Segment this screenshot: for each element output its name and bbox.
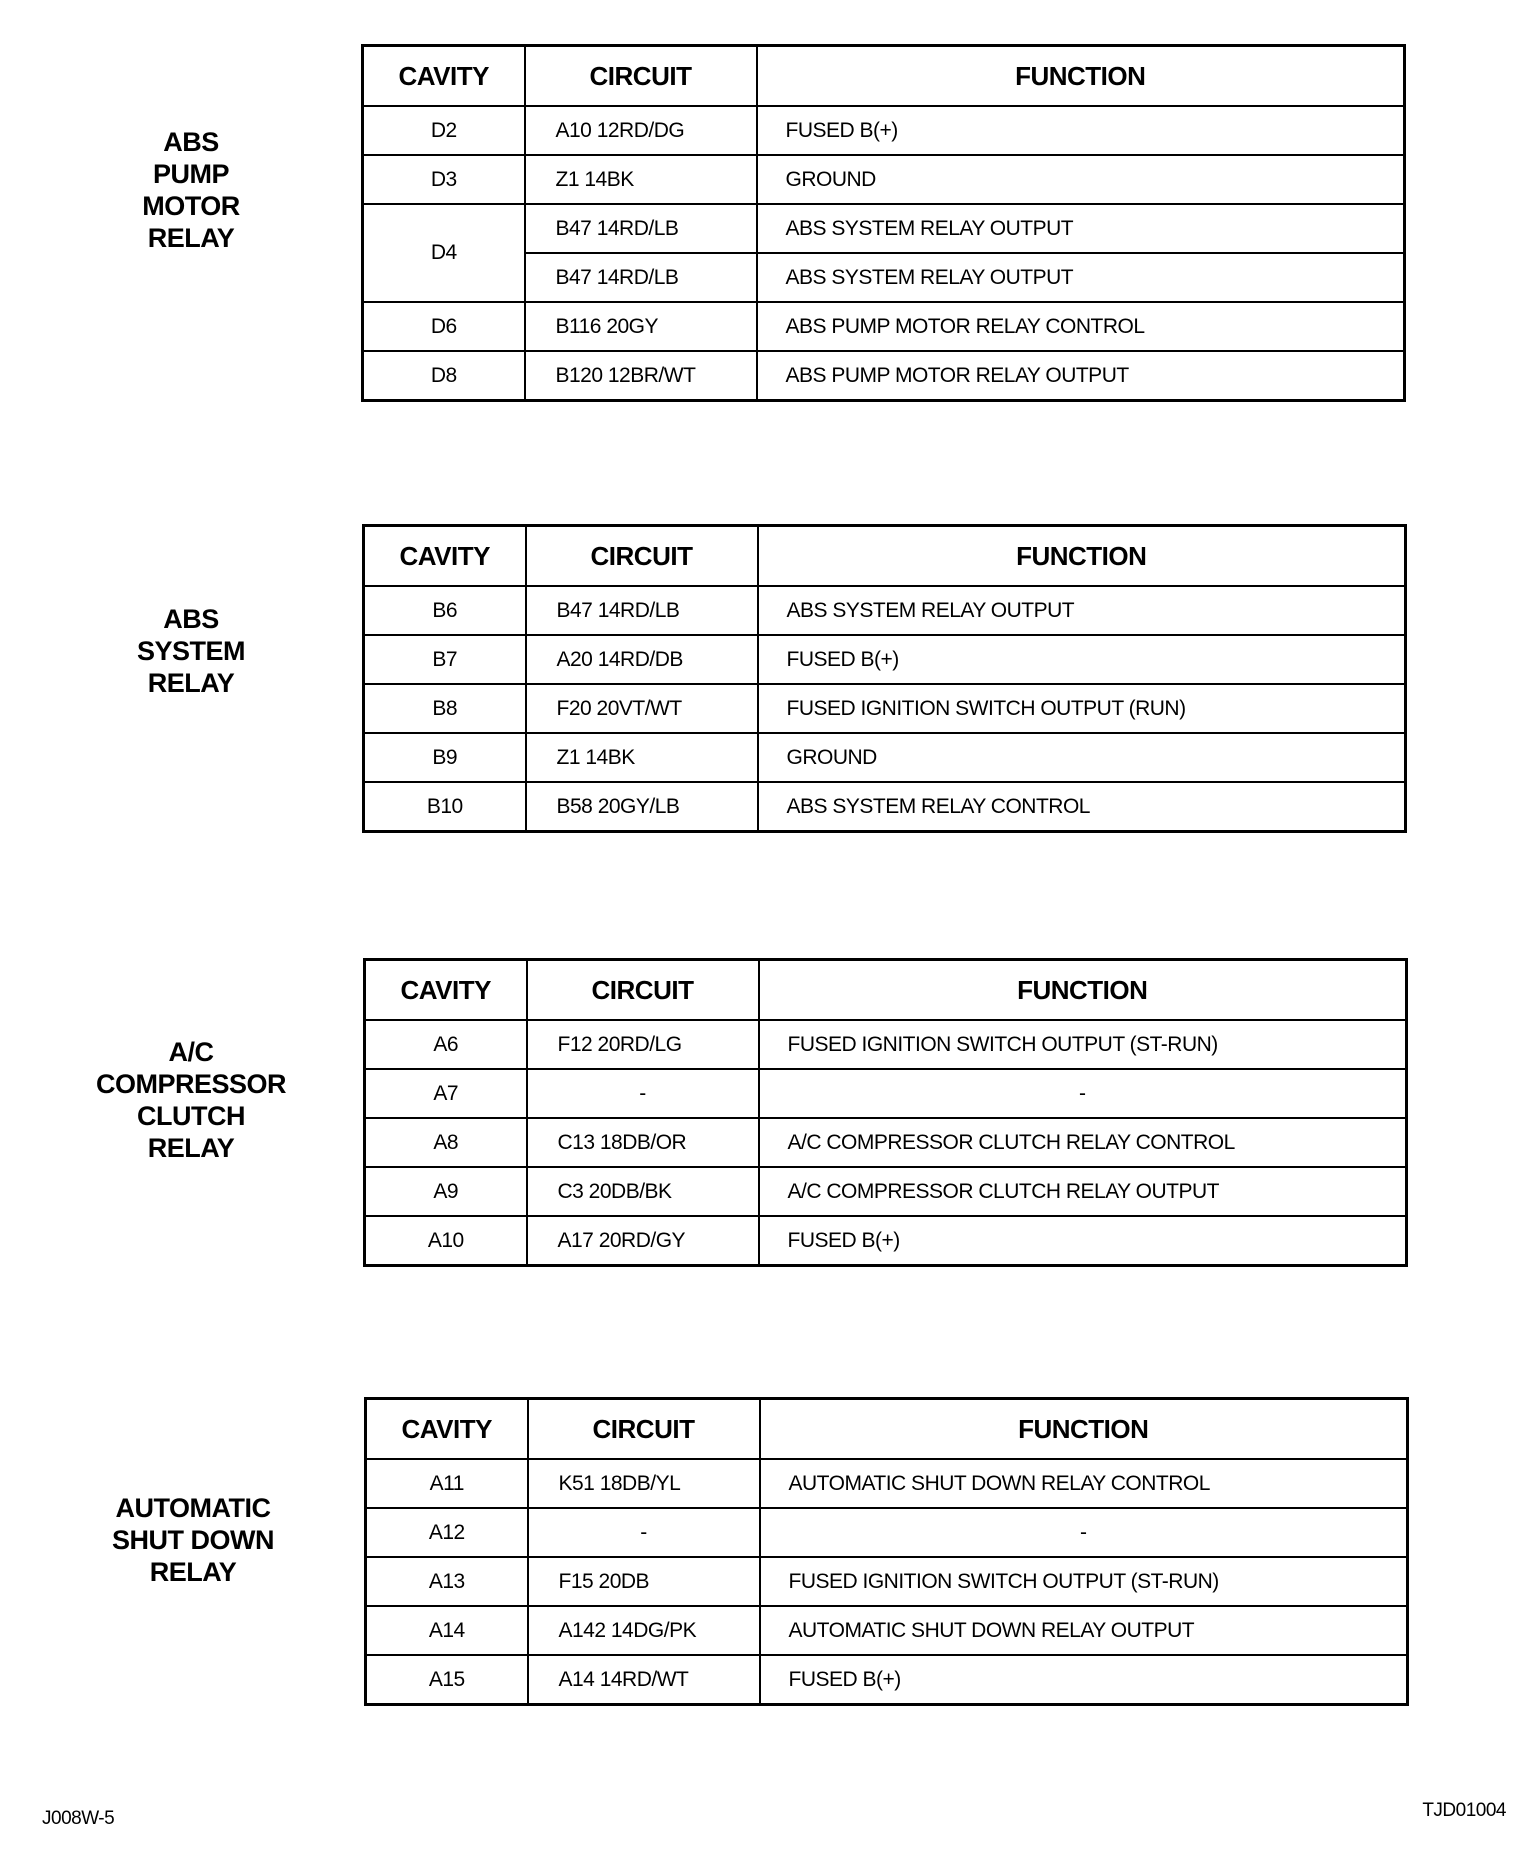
circuit-cell: B47 14RD/LB [525, 253, 757, 302]
circuit-cell: C3 20DB/BK [527, 1167, 759, 1216]
cavity-cell: B8 [364, 684, 526, 733]
function-cell: ABS PUMP MOTOR RELAY CONTROL [757, 302, 1405, 351]
table-header-row [366, 1399, 1408, 1460]
header-circuit: CIRCUIT [527, 960, 759, 1021]
section-label-abs-pump-motor-relay [86, 126, 296, 254]
section-label-line: ABS [163, 127, 219, 157]
section-label-line: PUMP [152, 159, 229, 189]
cavity-cell: A14 [366, 1606, 528, 1655]
function-cell: FUSED IGNITION SWITCH OUTPUT (ST-RUN) [760, 1557, 1408, 1606]
circuit-cell: Z1 14BK [526, 733, 758, 782]
table-row [366, 1557, 1408, 1606]
header-cavity: CAVITY [363, 46, 525, 107]
pinout-table-ac-compressor-clutch-relay [363, 958, 1408, 1267]
cavity-cell: A13 [366, 1557, 528, 1606]
header-circuit: CIRCUIT [525, 46, 757, 107]
function-cell: FUSED B(+) [760, 1655, 1408, 1705]
circuit-cell: - [527, 1069, 759, 1118]
cavity-cell: B6 [364, 586, 526, 635]
header-function: FUNCTION [760, 1399, 1408, 1460]
function-cell: ABS SYSTEM RELAY OUTPUT [757, 204, 1405, 253]
cavity-cell: A9 [365, 1167, 527, 1216]
cavity-cell: D6 [363, 302, 525, 351]
header-cavity: CAVITY [365, 960, 527, 1021]
function-cell: FUSED B(+) [758, 635, 1406, 684]
section-label-line: RELAY [147, 668, 235, 698]
circuit-cell: A17 20RD/GY [527, 1216, 759, 1266]
table-row [366, 1606, 1408, 1655]
section-label-line: A/C [168, 1037, 214, 1067]
section-label-line: SHUT DOWN [112, 1525, 274, 1555]
section-label-abs-system-relay [86, 603, 296, 699]
header-circuit: CIRCUIT [528, 1399, 760, 1460]
function-cell: - [759, 1069, 1407, 1118]
table-row [363, 302, 1405, 351]
function-cell: ABS SYSTEM RELAY OUTPUT [758, 586, 1406, 635]
section-label-automatic-shut-down-relay [88, 1492, 298, 1588]
table-header-row [364, 526, 1406, 587]
table-row [365, 1118, 1407, 1167]
section-label-line: RELAY [147, 223, 235, 253]
function-cell: A/C COMPRESSOR CLUTCH RELAY CONTROL [759, 1118, 1407, 1167]
cavity-cell: A6 [365, 1020, 527, 1069]
circuit-cell: C13 18DB/OR [527, 1118, 759, 1167]
table-row [363, 155, 1405, 204]
circuit-cell: B116 20GY [525, 302, 757, 351]
figure-code-right: TJD01004 [1422, 1800, 1506, 1821]
circuit-cell: A142 14DG/PK [528, 1606, 760, 1655]
circuit-cell: F20 20VT/WT [526, 684, 758, 733]
cavity-cell: A11 [366, 1459, 528, 1508]
cavity-cell: B10 [364, 782, 526, 832]
cavity-cell: A15 [366, 1655, 528, 1705]
cavity-cell: B9 [364, 733, 526, 782]
section-label-line: MOTOR [142, 191, 240, 221]
function-cell: A/C COMPRESSOR CLUTCH RELAY OUTPUT [759, 1167, 1407, 1216]
table-row [365, 1167, 1407, 1216]
cavity-cell: B7 [364, 635, 526, 684]
table-row [364, 586, 1406, 635]
function-cell: ABS SYSTEM RELAY CONTROL [758, 782, 1406, 832]
section-label-line: RELAY [147, 1133, 235, 1163]
circuit-cell: A14 14RD/WT [528, 1655, 760, 1705]
table-header-row [365, 960, 1407, 1021]
table-row [366, 1508, 1408, 1557]
figure-code-left: J008W-5 [42, 1808, 115, 1829]
cavity-cell: D2 [363, 106, 525, 155]
function-cell: GROUND [757, 155, 1405, 204]
header-circuit: CIRCUIT [526, 526, 758, 587]
circuit-cell: Z1 14BK [525, 155, 757, 204]
table-row [364, 733, 1406, 782]
cavity-cell: D3 [363, 155, 525, 204]
header-function: FUNCTION [759, 960, 1407, 1021]
cavity-cell: A10 [365, 1216, 527, 1266]
header-cavity: CAVITY [366, 1399, 528, 1460]
function-cell: - [760, 1508, 1408, 1557]
pinout-table-abs-pump-motor-relay [361, 44, 1406, 402]
section-label-line: AUTOMATIC [115, 1493, 271, 1523]
function-cell: AUTOMATIC SHUT DOWN RELAY OUTPUT [760, 1606, 1408, 1655]
table-row [365, 1069, 1407, 1118]
circuit-cell: - [528, 1508, 760, 1557]
function-cell: AUTOMATIC SHUT DOWN RELAY CONTROL [760, 1459, 1408, 1508]
circuit-cell: K51 18DB/YL [528, 1459, 760, 1508]
cavity-cell: D8 [363, 351, 525, 401]
table-row [366, 1459, 1408, 1508]
table-row [363, 204, 1405, 253]
table-header-row [363, 46, 1405, 107]
pinout-table-abs-system-relay [362, 524, 1407, 833]
table-row [363, 351, 1405, 401]
circuit-cell: A10 12RD/DG [525, 106, 757, 155]
circuit-cell: B120 12BR/WT [525, 351, 757, 401]
table-row [366, 1655, 1408, 1705]
function-cell: FUSED B(+) [759, 1216, 1407, 1266]
header-function: FUNCTION [757, 46, 1405, 107]
circuit-cell: F12 20RD/LG [527, 1020, 759, 1069]
circuit-cell: A20 14RD/DB [526, 635, 758, 684]
table-row [363, 106, 1405, 155]
cavity-cell: A7 [365, 1069, 527, 1118]
circuit-cell: F15 20DB [528, 1557, 760, 1606]
header-function: FUNCTION [758, 526, 1406, 587]
table-row [364, 782, 1406, 832]
section-label-ac-compressor-clutch-relay [86, 1036, 296, 1164]
cavity-cell: A8 [365, 1118, 527, 1167]
table-row [365, 1020, 1407, 1069]
function-cell: ABS SYSTEM RELAY OUTPUT [757, 253, 1405, 302]
section-label-line: CLUTCH [137, 1101, 245, 1131]
table-row [364, 635, 1406, 684]
cavity-cell: A12 [366, 1508, 528, 1557]
cavity-cell: D4 [363, 204, 525, 302]
function-cell: FUSED B(+) [757, 106, 1405, 155]
table-row [365, 1216, 1407, 1266]
table-row [364, 684, 1406, 733]
header-cavity: CAVITY [364, 526, 526, 587]
circuit-cell: B47 14RD/LB [525, 204, 757, 253]
function-cell: GROUND [758, 733, 1406, 782]
function-cell: ABS PUMP MOTOR RELAY OUTPUT [757, 351, 1405, 401]
section-label-line: COMPRESSOR [95, 1069, 287, 1099]
section-label-line: ABS [163, 604, 219, 634]
pinout-table-automatic-shut-down-relay [364, 1397, 1409, 1706]
function-cell: FUSED IGNITION SWITCH OUTPUT (ST-RUN) [759, 1020, 1407, 1069]
circuit-cell: B58 20GY/LB [526, 782, 758, 832]
section-label-line: SYSTEM [136, 636, 246, 666]
function-cell: FUSED IGNITION SWITCH OUTPUT (RUN) [758, 684, 1406, 733]
section-label-line: RELAY [149, 1557, 237, 1587]
circuit-cell: B47 14RD/LB [526, 586, 758, 635]
